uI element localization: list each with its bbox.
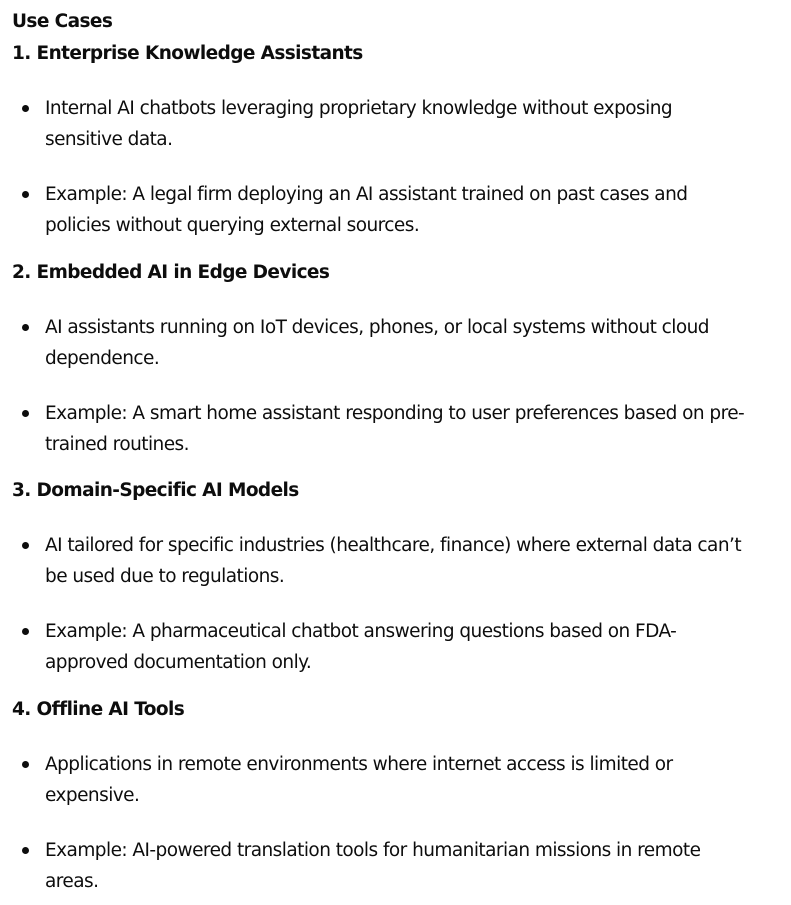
bullet-list — [12, 312, 782, 460]
page-title: Use Cases — [12, 11, 113, 32]
list-item — [12, 749, 782, 811]
section-embedded-ai-edge-devices — [12, 257, 782, 460]
list-item — [12, 835, 782, 897]
bullet-list — [12, 93, 782, 241]
list-item-text: Example: A smart home assistant responding to user preferences based on pre- — [45, 403, 745, 424]
section-heading: 2. Embedded AI in Edge Devices — [12, 262, 330, 283]
list-item-text: AI tailored for specific industries (healthcare, finance) where external data can’t — [45, 535, 742, 556]
list-item-text: Example: A legal firm deploying an AI assistant trained on past cases and — [45, 184, 688, 205]
bullet-list — [12, 530, 782, 678]
bullet-icon — [22, 324, 29, 331]
list-item — [12, 530, 782, 592]
list-item-text: approved documentation only. — [45, 652, 312, 673]
section-heading: 3. Domain-Specific AI Models — [12, 480, 299, 501]
list-item-text: trained routines. — [45, 434, 189, 455]
section-domain-specific-ai-models — [12, 475, 782, 678]
section-heading: 1. Enterprise Knowledge Assistants — [12, 43, 363, 64]
list-item — [12, 398, 782, 460]
list-item-text: sensitive data. — [45, 129, 173, 150]
list-item-text: Example: AI-powered translation tools for humanitarian missions in remote — [45, 840, 701, 861]
list-item-text: Applications in remote environments where internet access is limited or — [45, 754, 673, 775]
section-offline-ai-tools — [12, 694, 782, 897]
bullet-icon — [22, 410, 29, 417]
list-item-text: AI assistants running on IoT devices, phones, or local systems without cloud — [45, 317, 710, 338]
list-item — [12, 179, 782, 241]
bullet-icon — [22, 628, 29, 635]
list-item — [12, 312, 782, 374]
bullet-icon — [22, 542, 29, 549]
list-item-text: dependence. — [45, 348, 160, 369]
section-enterprise-knowledge-assistants — [12, 38, 782, 241]
list-item-text: Example: A pharmaceutical chatbot answering questions based on FDA- — [45, 621, 677, 642]
bullet-icon — [22, 847, 29, 854]
list-item-text: policies without querying external sources. — [45, 215, 420, 236]
list-item — [12, 93, 782, 155]
list-item — [12, 616, 782, 678]
list-item-text: be used due to regulations. — [45, 566, 285, 587]
list-item-text: areas. — [45, 871, 99, 892]
list-item-text: expensive. — [45, 785, 140, 806]
bullet-icon — [22, 761, 29, 768]
bullet-icon — [22, 191, 29, 198]
bullet-list — [12, 749, 782, 897]
bullet-icon — [22, 105, 29, 112]
section-heading: 4. Offline AI Tools — [12, 699, 185, 720]
list-item-text: Internal AI chatbots leveraging proprietary knowledge without exposing — [45, 98, 673, 119]
